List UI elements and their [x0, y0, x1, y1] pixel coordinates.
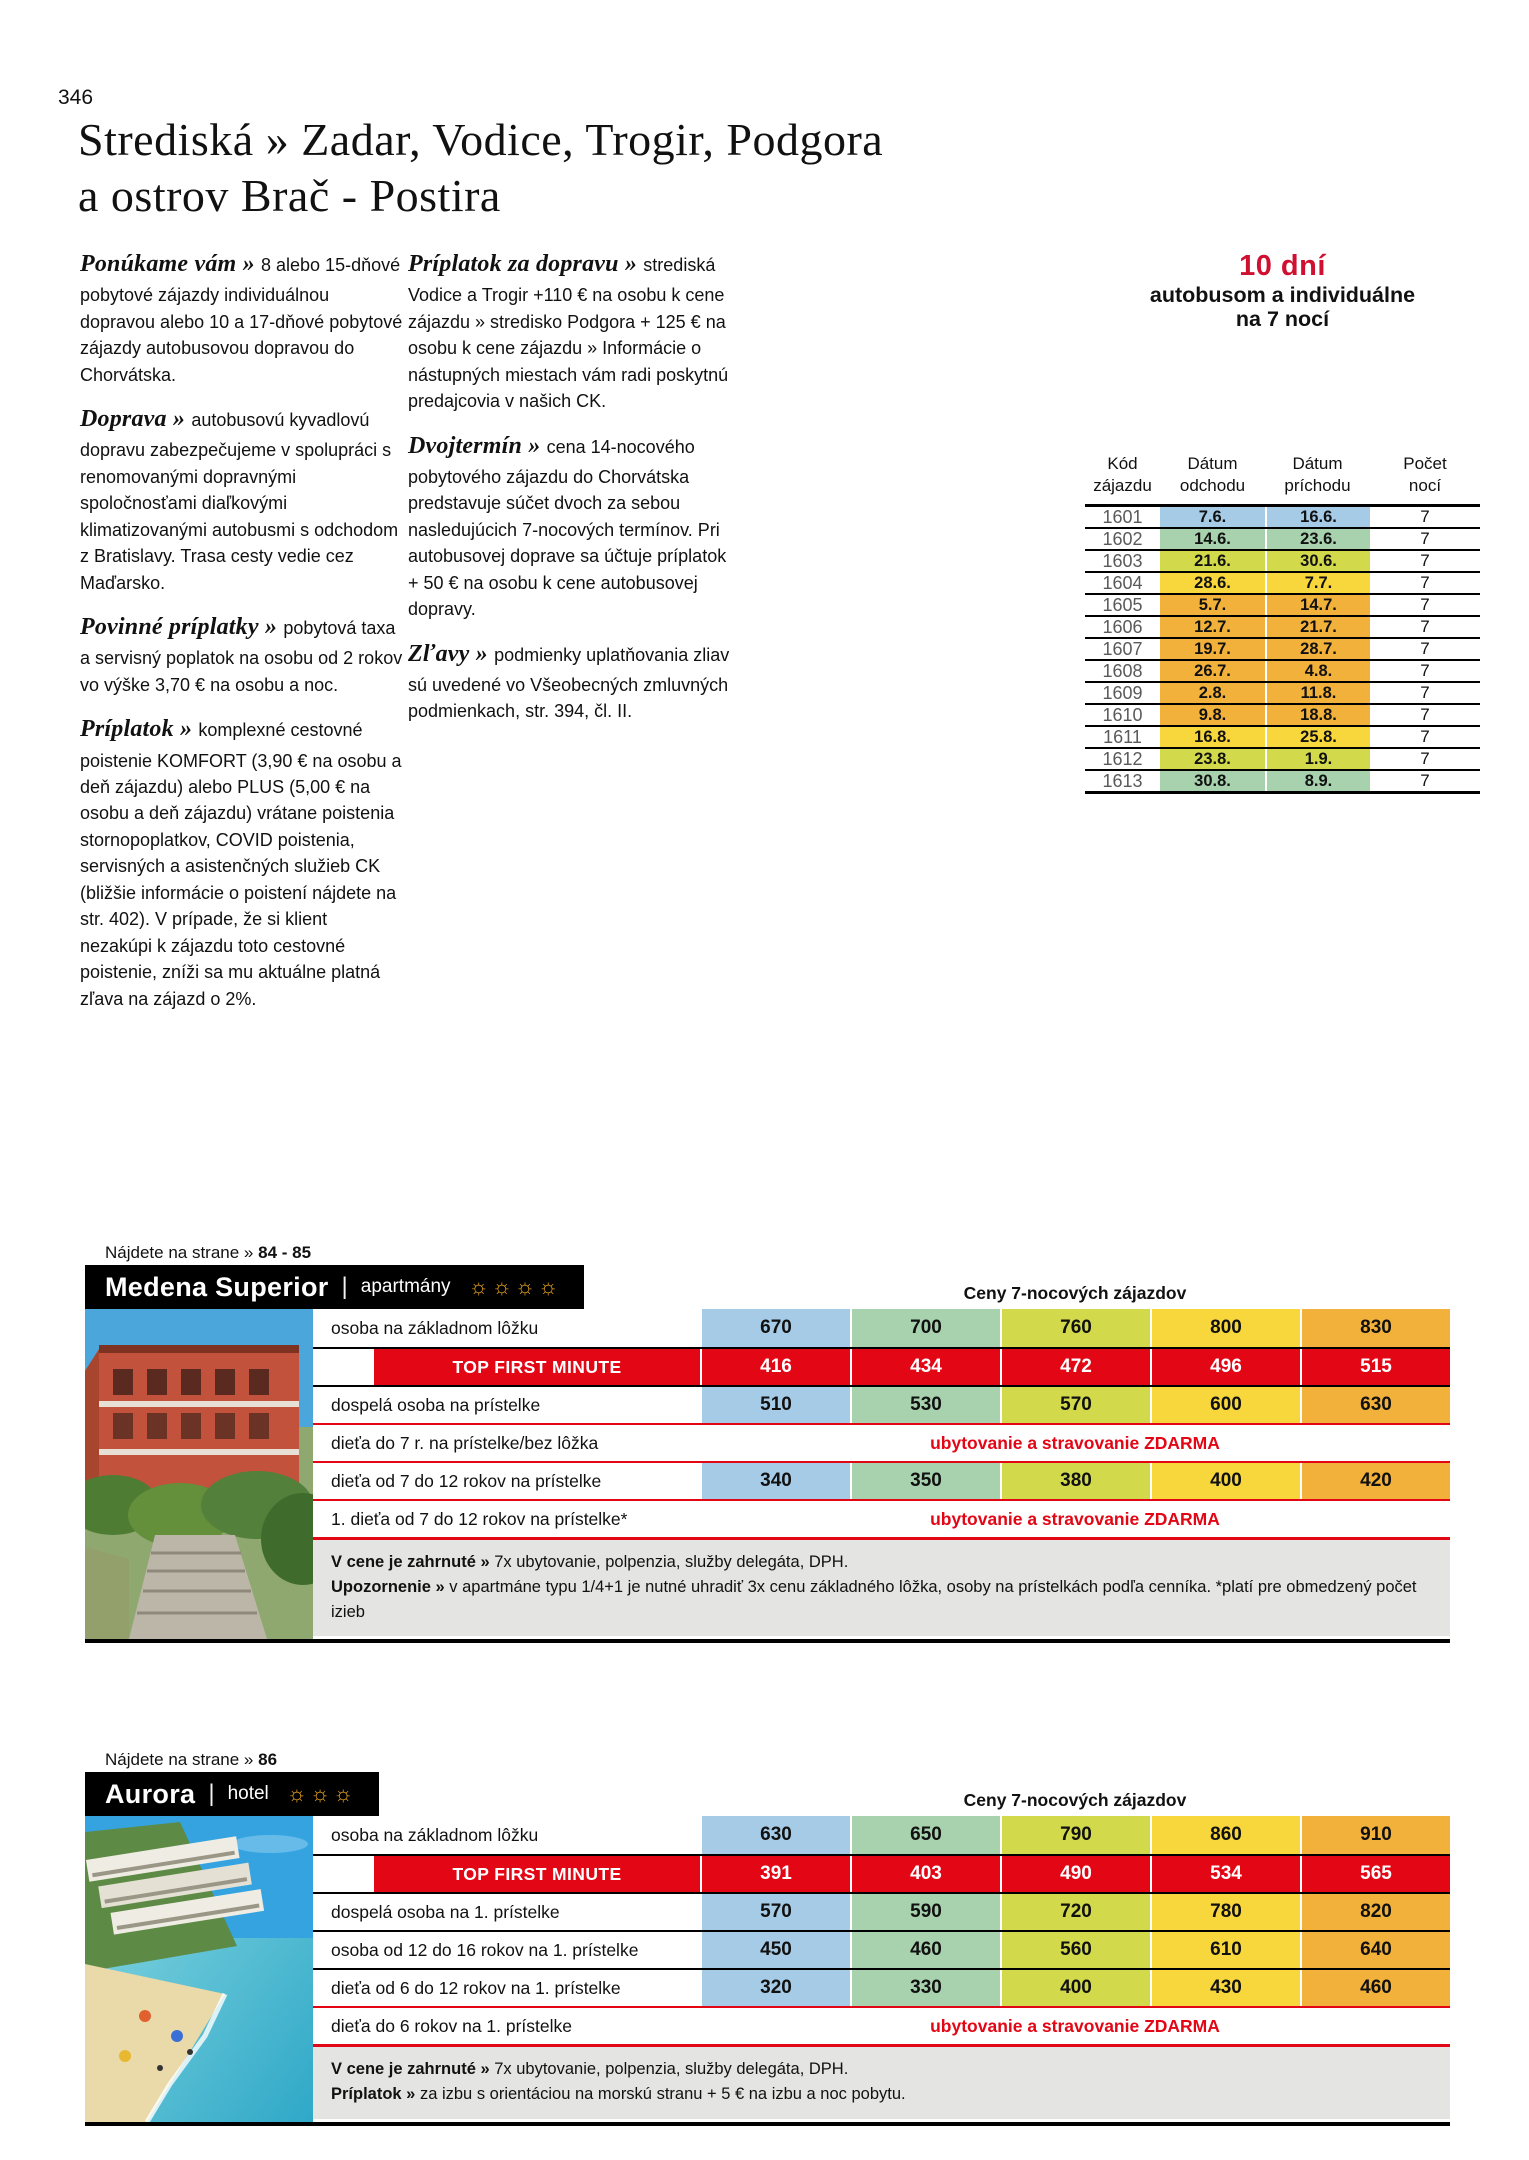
tour-code: 1611 [1103, 726, 1142, 747]
departure-date: 5.7. [1160, 595, 1265, 615]
price-row [313, 2006, 1450, 2044]
price-cell: 400 [1150, 1463, 1300, 1499]
price-row-label: dieťa od 7 do 12 rokov na prístelke [331, 1470, 602, 1491]
nights-count: 7 [1420, 639, 1430, 659]
schedule-row [1085, 727, 1480, 749]
arrival-date: 14.7. [1265, 595, 1370, 615]
hotel-category: hotel [227, 1783, 269, 1804]
price-table-title: Ceny 7-nocových zájazdov [963, 1283, 1187, 1303]
price-row [313, 1423, 1450, 1461]
price-row-label: osoba na základnom lôžku [331, 1317, 539, 1338]
price-cell: 534 [1150, 1856, 1300, 1892]
price-cell: 565 [1300, 1856, 1450, 1892]
schedule-row [1085, 617, 1480, 639]
sun-icon: ☼ [333, 1781, 354, 1806]
arrival-date: 7.7. [1265, 573, 1370, 593]
paragraph-lead: Zľavy » [408, 640, 495, 667]
price-cell: 434 [850, 1349, 1000, 1385]
sun-icon: ☼ [514, 1274, 536, 1299]
price-cell: 472 [1000, 1349, 1150, 1385]
tour-code: 1601 [1102, 506, 1143, 527]
price-cell: 570 [700, 1894, 850, 1930]
departure-date: 16.8. [1160, 727, 1265, 747]
page-reference-pages: 84 - 85 [258, 1243, 312, 1262]
hotel-section-aurora [85, 1750, 1450, 2126]
nights-count: 7 [1420, 529, 1430, 549]
top-first-minute-label: TOP FIRST MINUTE [313, 1349, 700, 1385]
schedule-subtitle-line2: na 7 nocí [1235, 307, 1330, 332]
departure-date: 28.6. [1160, 573, 1265, 593]
departure-date: 12.7. [1160, 617, 1265, 637]
medena-apartments-photo [85, 1309, 313, 1639]
hotel-photo-medena [85, 1309, 313, 1639]
price-row [313, 1968, 1450, 2006]
tour-code: 1613 [1102, 770, 1143, 791]
note-lead: V cene je zahrnuté » [331, 2060, 495, 2078]
schedule-column-header-line: zájazdu [1093, 476, 1152, 496]
price-cell: 820 [1300, 1894, 1450, 1930]
page-reference-label: Nájdete na strane » [105, 1750, 254, 1769]
departure-date: 7.6. [1160, 507, 1265, 527]
departure-date: 30.8. [1160, 771, 1265, 791]
price-cell: 650 [850, 1816, 1000, 1854]
price-row [313, 1854, 1450, 1892]
schedule-row [1085, 529, 1480, 551]
section-bottom-rule [85, 2122, 1450, 2126]
tour-code: 1607 [1102, 638, 1143, 659]
schedule-row [1085, 507, 1480, 529]
sun-rating [284, 1783, 354, 1805]
price-cell: 910 [1300, 1816, 1450, 1854]
nights-count: 7 [1420, 683, 1430, 703]
price-row-label: osoba na základnom lôžku [331, 1824, 539, 1845]
arrival-date: 21.7. [1265, 617, 1370, 637]
price-cell: 420 [1300, 1463, 1450, 1499]
section-bottom-rule [85, 1639, 1450, 1643]
note-lead: Upozornenie » [331, 1577, 450, 1596]
hotel-header-bar [85, 1772, 379, 1816]
price-cell: 460 [850, 1932, 1000, 1968]
departure-date: 19.7. [1160, 639, 1265, 659]
price-cell: 630 [1300, 1387, 1450, 1423]
price-cell: 780 [1150, 1894, 1300, 1930]
price-cell: 460 [1300, 1970, 1450, 2006]
schedule-column-header-line: Dátum [1187, 454, 1238, 474]
nights-count: 7 [1420, 617, 1430, 637]
price-row-label: dieťa od 6 do 12 rokov na 1. prístelke [331, 1977, 621, 1998]
nights-count: 7 [1420, 727, 1430, 747]
paragraph-lead: Povinné príplatky » [80, 614, 284, 641]
price-cell: 400 [1000, 1970, 1150, 2006]
paragraph-lead: Ponúkame vám » [80, 251, 261, 277]
schedule-column-header [1370, 453, 1480, 497]
price-cell: 450 [700, 1932, 850, 1968]
price-cell: 515 [1300, 1349, 1450, 1385]
price-cell: 496 [1150, 1349, 1300, 1385]
sun-icon: ☼ [309, 1781, 331, 1806]
price-table-title: Ceny 7-nocových zájazdov [963, 1790, 1187, 1810]
price-row-label: dieťa do 7 r. na prístelke/bez lôžka [331, 1432, 599, 1453]
top-first-minute-label: TOP FIRST MINUTE [313, 1856, 700, 1892]
note-line: V cene je zahrnuté » 7x ubytovanie, polpenzia, služby delegáta, DPH. [331, 2060, 849, 2078]
price-row [313, 1892, 1450, 1930]
price-cell: 670 [700, 1309, 850, 1347]
note-lead: Príplatok » [331, 2084, 420, 2103]
price-row [313, 1816, 1450, 1854]
intro-paragraph: Zľavy » podmienky uplatňovania zliav sú uvedené vo Všeobecných zmluvných podmienkach, str. 394, čl. II. [408, 640, 730, 722]
price-row [313, 1499, 1450, 1537]
intro-column-1 [80, 247, 404, 1026]
nights-count: 7 [1420, 661, 1430, 681]
price-cell: 391 [700, 1856, 850, 1892]
schedule-row [1085, 661, 1480, 683]
price-cell: 560 [1000, 1932, 1150, 1968]
aurora-beach-photo [85, 1816, 313, 2122]
price-cell: 700 [850, 1309, 1000, 1347]
price-table-notes [313, 1537, 1450, 1636]
price-cell: 860 [1150, 1816, 1300, 1854]
sun-rating [466, 1276, 559, 1298]
sun-icon: ☼ [491, 1274, 512, 1299]
price-cell: 830 [1300, 1309, 1450, 1347]
price-row-label: dospelá osoba na 1. prístelke [331, 1901, 560, 1922]
price-cell: 790 [1000, 1816, 1150, 1854]
nights-count: 7 [1420, 551, 1430, 571]
schedule-row [1085, 573, 1480, 595]
price-row-label: dieťa do 6 rokov na 1. prístelke [331, 2015, 573, 2036]
sun-icon: ☼ [468, 1274, 489, 1299]
price-row [313, 1385, 1450, 1423]
departure-date: 21.6. [1160, 551, 1265, 571]
price-cell: 380 [1000, 1463, 1150, 1499]
hotel-category: apartmány [360, 1276, 451, 1297]
page-number: 346 [58, 86, 94, 109]
price-cell: 720 [1000, 1894, 1150, 1930]
arrival-date: 1.9. [1265, 749, 1370, 769]
nights-count: 7 [1420, 771, 1430, 791]
nights-count: 7 [1420, 595, 1430, 615]
price-row [313, 1461, 1450, 1499]
free-accommodation-text: ubytovanie a stravovanie ZDARMA [930, 2015, 1220, 2036]
arrival-date: 4.8. [1265, 661, 1370, 681]
schedule-row [1085, 551, 1480, 573]
schedule-row [1085, 683, 1480, 705]
price-cell: 403 [850, 1856, 1000, 1892]
price-row [313, 1930, 1450, 1968]
paragraph-lead: Príplatok » [80, 716, 199, 743]
tour-code: 1612 [1102, 748, 1143, 769]
hotel-photo-aurora [85, 1816, 313, 2122]
schedule-row [1085, 771, 1480, 794]
sun-icon: ☼ [286, 1781, 307, 1806]
paragraph-lead: Doprava » [80, 406, 192, 433]
price-cell: 630 [700, 1816, 850, 1854]
schedule-row [1085, 639, 1480, 661]
price-cell: 340 [700, 1463, 850, 1499]
intro-paragraph: Ponúkame vám » 8 alebo 15-dňové pobytové zájazdy individuálnou dopravou alebo 10 a 17-dňové pobytové zájazdy autobusovou dopravou do Chorvátska. [80, 251, 403, 385]
page-reference-pages: 86 [258, 1750, 278, 1769]
price-table [313, 1309, 1450, 1537]
price-cell: 570 [1000, 1387, 1150, 1423]
page-reference [85, 1750, 1450, 1772]
price-cell: 640 [1300, 1932, 1450, 1968]
note-lead: V cene je zahrnuté » [331, 1553, 495, 1571]
price-row-label: 1. dieťa od 7 do 12 rokov na prístelke* [331, 1508, 628, 1529]
paragraph-lead: Príplatok za dopravu » [408, 251, 644, 277]
intro-paragraph: Dvojtermín » cena 14-nocového pobytového zájazdu do Chorvátska predstavuje súčet dvoch za sebou nasledujúcich 7-nocových termínov. Pri autobusovej doprave sa účtuje príplatok + 50 € na osobu k cene autobusovej dopravy. [408, 432, 727, 620]
price-cell: 610 [1150, 1932, 1300, 1968]
schedule-column-header [1265, 453, 1370, 497]
arrival-date: 30.6. [1265, 551, 1370, 571]
intro-paragraph: Príplatok za dopravu » strediská Vodice a Trogir +110 € na osobu k cene zájazdu » stredisko Podgora + 125 € na osobu k cene zájazdu » Informácie o nástupných miestach vám radi poskytnú predajcovia v našich CK. [408, 251, 729, 412]
hotel-name: Aurora [105, 1778, 196, 1809]
price-row-label: dospelá osoba na prístelke [331, 1394, 541, 1415]
page-title [78, 112, 883, 224]
trip-duration: 10 dní [1239, 250, 1326, 282]
departure-date: 14.6. [1160, 529, 1265, 549]
departure-date: 23.8. [1160, 749, 1265, 769]
price-cell: 800 [1150, 1309, 1300, 1347]
sun-icon: ☼ [538, 1274, 559, 1299]
price-cell: 330 [850, 1970, 1000, 2006]
schedule-column-header-line: Dátum [1292, 454, 1343, 474]
departure-date: 9.8. [1160, 705, 1265, 725]
arrival-date: 11.8. [1265, 683, 1370, 703]
price-cell: 760 [1000, 1309, 1150, 1347]
schedule-subtitle [1085, 283, 1480, 331]
tour-code: 1609 [1102, 682, 1143, 703]
schedule-table-body [1085, 507, 1480, 794]
schedule-row [1085, 749, 1480, 771]
hotel-name: Medena Superior [105, 1271, 329, 1302]
intro-paragraph: Doprava » autobusovú kyvadlovú dopravu zabezpečujeme v spolupráci s renomovanými dopravnými spoločnosťami diaľkovými klimatizovanými autobusmi s odchodom z Bratislavy. Trasa cesty vedie cez Maďarsko. [80, 406, 399, 593]
nights-count: 7 [1420, 705, 1430, 725]
tour-code: 1604 [1102, 572, 1143, 593]
schedule-column-header [1085, 453, 1160, 497]
hotel-header-bar [85, 1265, 584, 1309]
price-cell: 430 [1150, 1970, 1300, 2006]
price-cell: 590 [850, 1894, 1000, 1930]
price-cell: 490 [1000, 1856, 1150, 1892]
price-cell: 530 [850, 1387, 1000, 1423]
divider: | [208, 1780, 215, 1807]
paragraph-lead: Dvojtermín » [408, 432, 547, 459]
note-line: V cene je zahrnuté » 7x ubytovanie, polpenzia, služby delegáta, DPH. [331, 1553, 849, 1571]
arrival-date: 23.6. [1265, 529, 1370, 549]
departure-date: 2.8. [1160, 683, 1265, 703]
note-line: Upozornenie » v apartmáne typu 1/4+1 je nutné uhradiť 3x cenu základného lôžka, osoby na prístelkách podľa cenníka. *platí pre obmedzený počet izieb [331, 1577, 1417, 1621]
note-line: Príplatok » za izbu s orientáciou na morskú stranu + 5 € na izbu a noc pobytu. [331, 2084, 906, 2103]
arrival-date: 18.8. [1265, 705, 1370, 725]
page-title-line1: Strediská » Zadar, Vodice, Trogir, Podgora [78, 114, 884, 165]
price-cell: 600 [1150, 1387, 1300, 1423]
schedule-column-header-line: príchodu [1284, 476, 1351, 496]
hotel-section-medena [85, 1243, 1450, 1643]
price-cell: 510 [700, 1387, 850, 1423]
intro-paragraph: Povinné príplatky » pobytová taxa a servisný poplatok na osobu od 2 rokov vo výške 3,70 € na osobu a noc. [80, 614, 403, 695]
departure-schedule [1085, 250, 1480, 794]
page-title-line2: a ostrov Brač - Postira [78, 170, 501, 222]
schedule-column-header-line: Počet [1403, 454, 1447, 474]
price-table [313, 1816, 1450, 2044]
schedule-row [1085, 705, 1480, 727]
arrival-date: 25.8. [1265, 727, 1370, 747]
intro-column-2 [408, 247, 732, 739]
tour-code: 1608 [1102, 660, 1143, 681]
intro-paragraph: Príplatok » komplexné cestovné poistenie KOMFORT (3,90 € na osobu a deň zájazdu) alebo PLUS (5,00 € na osobu a deň zájazdu) vrátane poistenia stornopoplatkov, COVID poistenia, servisných a asistenčných služieb CK (bližšie informácie o poistení nájdete na str. 402). V prípade, že si klient nezakúpi k zájazdu toto cestovné poistenie, zníži sa mu aktuálne platná zľava na zájazd o 2%. [80, 716, 402, 1009]
schedule-column-header-line: Kód [1107, 454, 1138, 474]
price-row-label: osoba od 12 do 16 rokov na 1. prístelke [331, 1939, 639, 1960]
tour-code: 1602 [1102, 528, 1143, 549]
page-reference-label: Nájdete na strane » [105, 1243, 254, 1262]
tour-code: 1610 [1102, 704, 1143, 725]
departure-date: 26.7. [1160, 661, 1265, 681]
nights-count: 7 [1420, 749, 1430, 769]
schedule-subtitle-line1: autobusom a individuálne [1149, 283, 1416, 307]
schedule-column-header-line: nocí [1408, 476, 1442, 496]
arrival-date: 16.6. [1265, 507, 1370, 527]
nights-count: 7 [1420, 507, 1430, 527]
divider: | [341, 1273, 348, 1300]
price-row [313, 1347, 1450, 1385]
price-row [313, 1309, 1450, 1347]
tour-code: 1606 [1102, 616, 1143, 637]
free-accommodation-text: ubytovanie a stravovanie ZDARMA [930, 1508, 1220, 1529]
schedule-column-header-line: odchodu [1179, 476, 1246, 496]
price-cell: 320 [700, 1970, 850, 2006]
schedule-column-header [1160, 453, 1265, 497]
tour-code: 1605 [1102, 594, 1143, 615]
free-accommodation-text: ubytovanie a stravovanie ZDARMA [930, 1432, 1220, 1453]
schedule-table-header [1085, 453, 1480, 507]
price-table-notes [313, 2044, 1450, 2119]
tour-code: 1603 [1102, 550, 1143, 571]
arrival-date: 28.7. [1265, 639, 1370, 659]
price-cell: 350 [850, 1463, 1000, 1499]
schedule-row [1085, 595, 1480, 617]
nights-count: 7 [1420, 573, 1430, 593]
arrival-date: 8.9. [1265, 771, 1370, 791]
price-cell: 416 [700, 1349, 850, 1385]
page-reference [85, 1243, 1450, 1265]
